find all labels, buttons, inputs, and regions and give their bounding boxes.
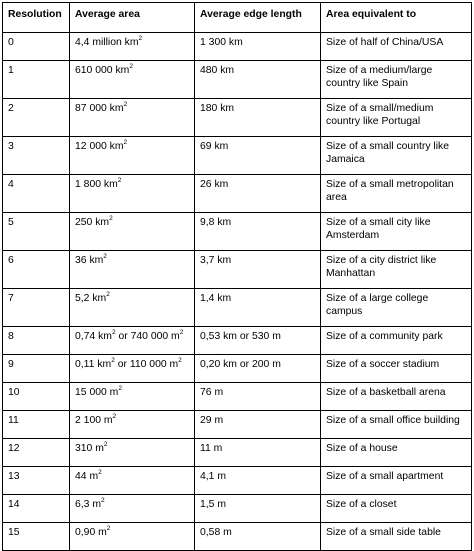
area-text: 0,74 km [75,331,112,342]
table-row [3,439,472,467]
cell-area-equivalent: Size of a large college campus [321,289,472,327]
cell-area-equivalent: Size of a small apartment [321,467,472,495]
table-row [3,99,472,137]
cell-resolution: 3 [3,137,70,175]
area-text: 0,90 m [75,527,107,538]
cell-resolution: 13 [3,467,70,495]
cell-average-edge-length: 180 km [195,99,321,137]
cell-resolution: 1 [3,61,70,99]
table-row [3,467,472,495]
area-text: 4,4 million km [75,37,139,48]
header-average-edge-length: Average edge length [195,3,321,33]
cell-resolution: 7 [3,289,70,327]
cell-area-equivalent: Size of a small/medium country like Portugal [321,99,472,137]
cell-average-edge-length: 480 km [195,61,321,99]
area-text: or 110 000 m [114,359,179,370]
cell-area-equivalent: Size of a closet [321,495,472,523]
cell-average-edge-length: 29 m [195,411,321,439]
cell-average-edge-length: 1 300 km [195,33,321,61]
cell-area-equivalent: Size of a basketball arena [321,383,472,411]
cell-average-area [70,33,195,61]
cell-average-edge-length: 69 km [195,137,321,175]
cell-average-edge-length: 0,58 m [195,523,321,551]
area-text: 15 000 m [75,387,119,398]
table-header-row [3,3,472,33]
table-row [3,289,472,327]
header-area-equivalent: Area equivalent to [321,3,472,33]
cell-average-area [70,383,195,411]
cell-resolution: 14 [3,495,70,523]
header-resolution: Resolution [3,3,70,33]
area-exponent: 2 [98,468,102,476]
cell-area-equivalent: Size of a small city like Amsterdam [321,213,472,251]
area-text: 5,2 km [75,293,107,304]
cell-average-area [70,175,195,213]
cell-area-equivalent: Size of a soccer stadium [321,355,472,383]
cell-area-equivalent: Size of a medium/large country like Spain [321,61,472,99]
area-text: 6,3 m [75,499,101,510]
table-row [3,137,472,175]
area-exponent: 2 [138,34,143,42]
area-text: 1 800 km [75,179,118,190]
area-text: 0,11 km [75,359,112,370]
cell-average-edge-length: 1,5 m [195,495,321,523]
table-row [3,523,472,551]
area-exponent: 2 [106,524,111,532]
table-row [3,33,472,61]
area-text: 310 m [75,443,104,454]
table-row [3,327,472,355]
area-exponent: 2 [123,100,128,108]
table-row [3,251,472,289]
cell-average-edge-length: 3,7 km [195,251,321,289]
area-text: 87 000 km [75,103,124,114]
cell-average-area [70,467,195,495]
cell-resolution: 4 [3,175,70,213]
cell-average-edge-length: 1,4 km [195,289,321,327]
table-row [3,61,472,99]
table-row [3,495,472,523]
cell-average-area [70,355,195,383]
resolution-table [2,2,472,551]
cell-resolution: 6 [3,251,70,289]
area-text: 12 000 km [75,141,124,152]
cell-area-equivalent: Size of half of China/USA [321,33,472,61]
table-row [3,355,472,383]
cell-resolution: 15 [3,523,70,551]
area-text: 2 100 m [75,415,113,426]
cell-average-area [70,289,195,327]
area-text: 44 m [75,471,99,482]
cell-average-area [70,411,195,439]
cell-average-area [70,439,195,467]
area-exponent: 2 [103,252,107,260]
cell-area-equivalent: Size of a community park [321,327,472,355]
cell-area-equivalent: Size of a small office building [321,411,472,439]
cell-area-equivalent: Size of a small side table [321,523,472,551]
cell-average-edge-length: 9,8 km [195,213,321,251]
table-row [3,411,472,439]
area-exponent: 2 [179,328,184,336]
area-exponent: 2 [178,356,182,364]
area-exponent: 2 [123,138,128,146]
area-text: or 740 000 m [115,331,180,342]
cell-resolution: 8 [3,327,70,355]
area-exponent: 2 [112,412,117,420]
area-text: 250 km [75,217,110,228]
area-exponent: 2 [117,176,122,184]
cell-resolution: 0 [3,33,70,61]
cell-average-area [70,251,195,289]
cell-average-edge-length: 0,53 km or 530 m [195,327,321,355]
cell-resolution: 12 [3,439,70,467]
area-exponent: 2 [109,214,113,222]
table-row [3,175,472,213]
area-exponent: 2 [101,496,105,504]
cell-average-area [70,523,195,551]
cell-area-equivalent: Size of a small metropolitan area [321,175,472,213]
cell-average-area [70,99,195,137]
area-exponent: 2 [129,62,133,70]
cell-average-area [70,327,195,355]
cell-area-equivalent: Size of a city district like Manhattan [321,251,472,289]
cell-resolution: 10 [3,383,70,411]
cell-average-edge-length: 76 m [195,383,321,411]
cell-average-area [70,213,195,251]
area-exponent: 2 [111,356,115,364]
cell-area-equivalent: Size of a small country like Jamaica [321,137,472,175]
cell-average-edge-length: 26 km [195,175,321,213]
area-exponent: 2 [106,290,110,298]
table-row [3,213,472,251]
cell-average-area [70,61,195,99]
cell-resolution: 5 [3,213,70,251]
cell-average-edge-length: 4,1 m [195,467,321,495]
cell-average-area [70,137,195,175]
cell-area-equivalent: Size of a house [321,439,472,467]
cell-resolution: 2 [3,99,70,137]
area-exponent: 2 [103,440,108,448]
cell-resolution: 11 [3,411,70,439]
area-text: 36 km [75,255,104,266]
area-exponent: 2 [118,384,122,392]
table-row [3,383,472,411]
area-text: 610 000 km [75,65,130,76]
cell-average-area [70,495,195,523]
cell-resolution: 9 [3,355,70,383]
header-average-area: Average area [70,3,195,33]
cell-average-edge-length: 0,20 km or 200 m [195,355,321,383]
table-body [3,33,472,551]
cell-average-edge-length: 11 m [195,439,321,467]
area-exponent: 2 [111,328,116,336]
